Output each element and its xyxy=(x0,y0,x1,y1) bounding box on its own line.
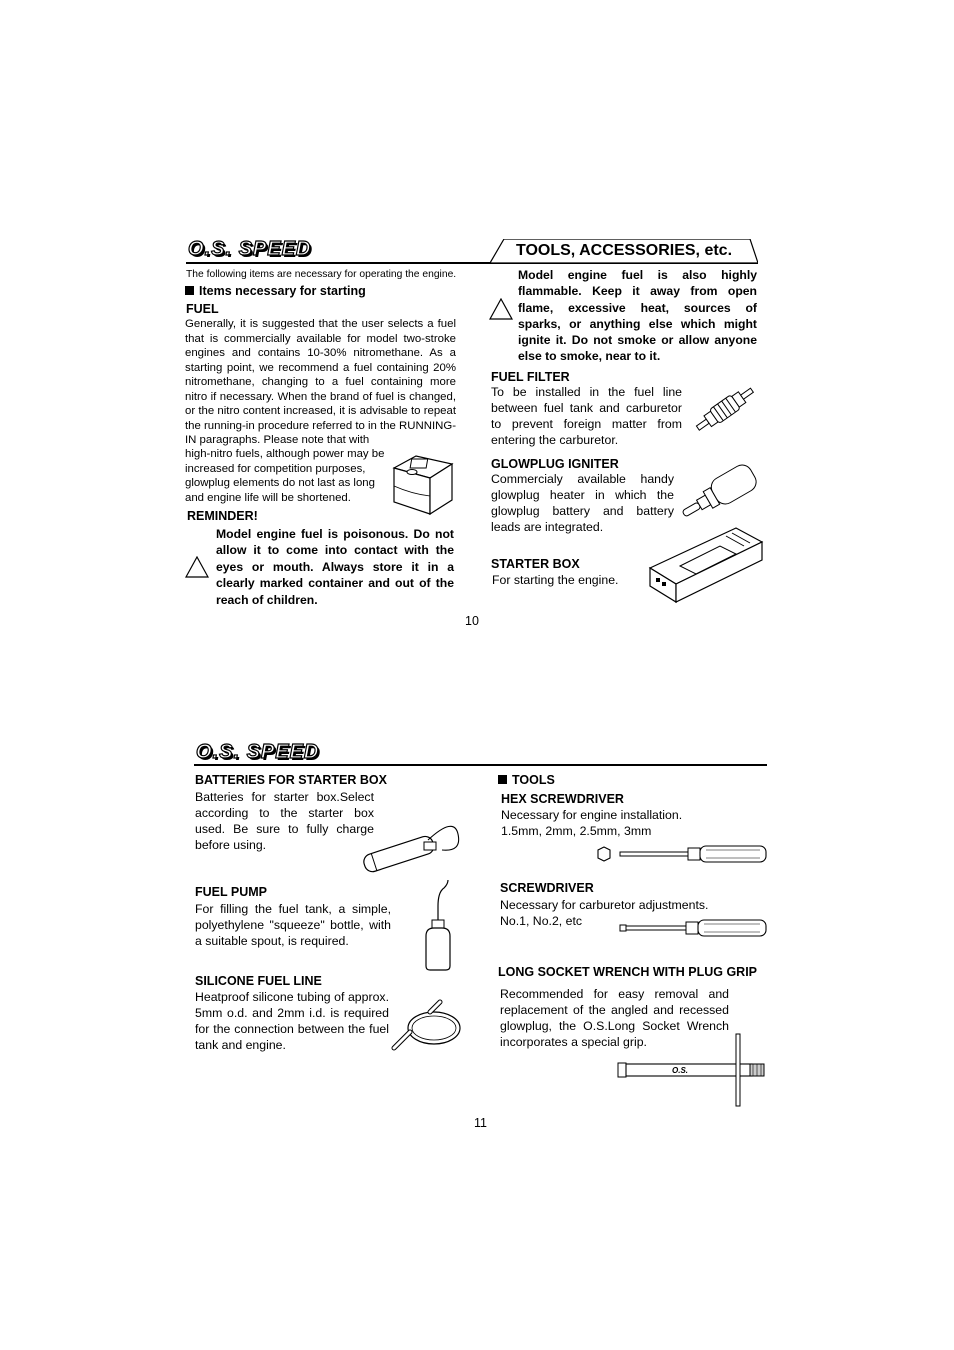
fuel-filter-illustration xyxy=(690,382,762,436)
intro-text: The following items are necessary for operating the engine. xyxy=(186,269,457,280)
silicone-line-title: SILICONE FUEL LINE xyxy=(195,974,322,988)
fuel-pump-title: FUEL PUMP xyxy=(195,885,267,899)
glowplug-igniter-illustration xyxy=(676,462,762,524)
header-rule xyxy=(194,764,767,766)
socket-wrench-text: Recommended for easy removal and replacement of the angled and recessed glowplug, the O.S.Long Socket Wrench incorporates a special grip. xyxy=(500,987,729,1049)
flammable-warning: Model engine fuel is also highly flammable. Keep it away from open flame, excessive heat, sources of sparks, or anything else which might ignite it. Do not smoke or allow anyone else to smoke, near to it. xyxy=(518,268,757,364)
flat-screwdriver-illustration xyxy=(618,916,768,940)
fuel-title: FUEL xyxy=(186,302,219,316)
fuel-filter-text: To be installed in the fuel line between fuel tank and carburetor to prevent foreign matter from entering the carburetor. xyxy=(491,385,682,447)
hex-screwdriver-title: HEX SCREWDRIVER xyxy=(501,792,624,806)
batteries-title: BATTERIES FOR STARTER BOX xyxy=(195,773,387,787)
batteries-text: Batteries for starter box.Select according to the starter box used. Be sure to fully charge before using. xyxy=(195,790,374,852)
screwdriver-title: SCREWDRIVER xyxy=(500,881,594,895)
socket-wrench-title: LONG SOCKET WRENCH WITH PLUG GRIP xyxy=(498,965,758,979)
hex-screwdriver-line1: Necessary for engine installation. xyxy=(501,808,683,822)
glowplug-igniter-text: Commercialy available handy glowplug heater in which the glowplug battery and battery leads are integrated. xyxy=(491,472,674,534)
hex-screwdriver-line2: 1.5mm, 2mm, 2.5mm, 3mm xyxy=(501,824,652,838)
page-number: 11 xyxy=(474,1116,487,1130)
fuel-pump-text: For filling the fuel tank, a simple, polyethylene "squeeze" bottle, with a suitable spout, is required. xyxy=(195,902,391,948)
starter-box-illustration xyxy=(640,520,764,606)
reminder-title: REMINDER! xyxy=(187,509,258,523)
os-speed-logo: O.S. SPEED xyxy=(196,741,320,763)
socket-wrench-illustration xyxy=(616,1032,766,1108)
starter-box-text: For starting the engine. xyxy=(492,573,619,587)
silicone-line-text: Heatproof silicone tubing of approx. 5mm o.d. and 2mm i.d. is required for the connection between the fuel tank and engine. xyxy=(195,990,389,1052)
tools-heading xyxy=(498,773,555,787)
screwdriver-line1: Necessary for carburetor adjustments. xyxy=(500,898,709,912)
fuel-text-continued: high-nitro fuels, although power may be increased for competition purposes, glowplug elements do not last as long and engine life will be shortened. xyxy=(185,448,385,504)
os-speed-logo: O.S. SPEED xyxy=(188,238,312,260)
wrench-brand-label: O.S. xyxy=(672,1066,689,1075)
screwdriver-line2: No.1, No.2, etc xyxy=(500,914,583,928)
fuel-text: Generally, it is suggested that the user selects a fuel that is commercially available for model two-stroke engines and contains 10-30% nitromethane. As a starting point, we recommend a fuel containing 20% nitromethane, changing to a fuel containing more nitro if necessary. When the brand of fuel is changed, or the nitro content increased, it is advisable to repeat the running-in procedure referred to in the RUNNING-IN paragraphs. Please note that with xyxy=(185,318,456,446)
silicone-tube-illustration xyxy=(390,998,466,1060)
reminder-text: Model engine fuel is poisonous. Do not allow it to come into contact with the eyes or mouth. Always store it in a clearly marked container and out of the reach of children. xyxy=(216,527,454,607)
tab-title: TOOLS, ACCESSORIES, etc. xyxy=(515,242,733,259)
tools-heading-label: TOOLS xyxy=(512,773,555,787)
squeeze-bottle-illustration xyxy=(420,880,456,972)
glowplug-igniter-title: GLOWPLUG IGNITER xyxy=(491,457,619,471)
battery-pack-illustration xyxy=(358,812,464,874)
fuel-can-illustration xyxy=(386,446,458,518)
bullet-square-icon xyxy=(185,286,194,295)
bullet-square-icon xyxy=(498,775,507,784)
section-heading xyxy=(185,284,366,298)
fuel-filter-title: FUEL FILTER xyxy=(491,370,570,384)
page-number: 10 xyxy=(465,614,479,628)
warning-triangle-icon xyxy=(489,298,513,320)
section-tab xyxy=(490,239,758,263)
hex-screwdriver-illustration xyxy=(594,842,768,866)
warning-triangle-icon xyxy=(185,556,209,578)
section-heading-label: Items necessary for starting xyxy=(199,284,366,298)
starter-box-title: STARTER BOX xyxy=(491,557,580,571)
